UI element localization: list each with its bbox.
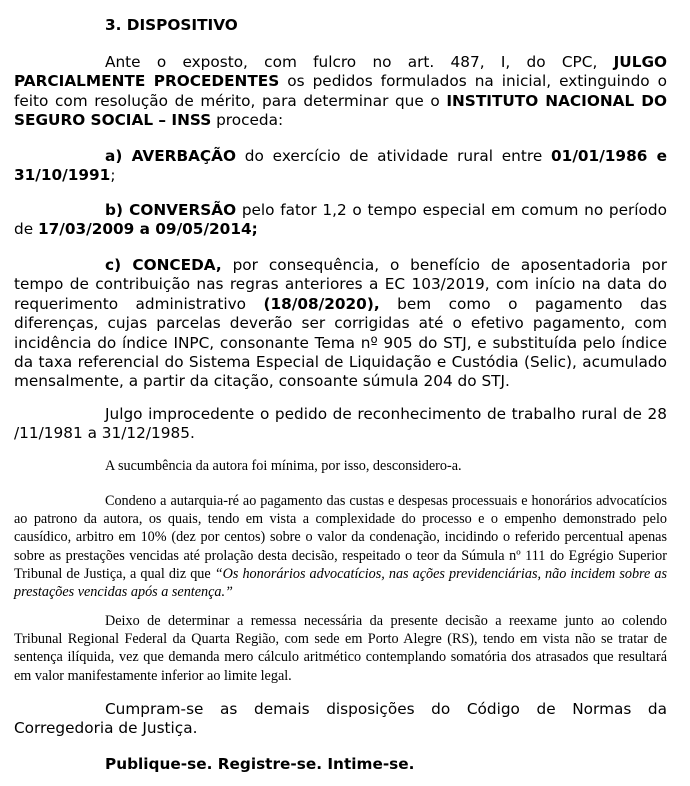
- text-run: pelo fator 1,2 o tempo especial em comum no período de: [14, 201, 667, 239]
- paragraph-remessa: Deixo de determinar a remessa necessária da presente decisão a reexame junto ao colendo Tribunal Regional Federal da Quarta Região, com sede em Porto Alegre (RS), tendo em vista não se tratar de sentença ilíquida, vez que demanda mero cálculo aritmético contemplando somatória dos atrasados que resultará em valor manifestamente inferior ao limite legal.: [14, 613, 667, 684]
- text-run: Ante o exposto, com fulcro no art. 487, I, do CPC,: [105, 53, 614, 71]
- bold-run: a) AVERBAÇÃO: [105, 147, 237, 165]
- text-run: os pedidos formulados na inicial, extinguindo o feito com resolução de mérito, para determinar que o: [14, 72, 667, 110]
- section-title: 3. DISPOSITIVO: [105, 16, 238, 34]
- item-c-conceda: [14, 256, 667, 392]
- paragraph-improcedente: Julgo improcedente o pedido de reconhecimento de trabalho rural de 28 /11/1981 a 31/12/1985.: [14, 405, 667, 443]
- text-run: bem como o pagamento das diferenças, cujas parcelas deverão ser corrigidas até o efetivo pagamento, com incidência do índice INPC, consonante Tema nº 905 do STJ, e substituída pelo índice da taxa referencial do Sistema Especial de Liquidação e Custódia (Selic), acumulado mensalmente, a partir da citação, consoante súmula 204 do STJ.: [14, 294, 668, 391]
- bold-run: 17/03/2009 a 09/05/2014;: [37, 220, 258, 239]
- bold-run: (18/08/2020),: [263, 294, 380, 313]
- bold-run: JULGO PARCIALMENTE PROCEDENTES: [14, 53, 667, 91]
- bold-run: c) CONCEDA,: [105, 256, 222, 274]
- item-a-averbacao: [14, 147, 667, 186]
- item-b-conversao: [14, 201, 667, 240]
- closing-line: Publique-se. Registre-se. Intime-se.: [105, 755, 415, 773]
- text-run: proceda:: [211, 111, 284, 130]
- text-run: ;: [110, 166, 116, 185]
- paragraph-dispositivo: [14, 53, 667, 131]
- text-run: por consequência, o benefício de aposentadoria por tempo de contribuição nas regras anteriores a EC 103/2019, com início na data do requerimento administrativo: [14, 256, 667, 313]
- sumula-quote: “Os honorários advocatícios, nas ações previdenciárias, não incidem sobre as prestações vencidas após a sentença.”: [14, 565, 667, 601]
- paragraph-sucumbencia: A sucumbência da autora foi mínima, por isso, desconsidero-a.: [105, 458, 462, 474]
- bold-run: INSTITUTO NACIONAL DO SEGURO SOCIAL – INSS: [14, 91, 667, 130]
- paragraph-honorarios: [14, 492, 667, 601]
- bold-run: b) CONVERSÃO: [105, 201, 237, 219]
- bold-run: 01/01/1986 e 31/10/1991: [14, 147, 667, 185]
- text-run: do exercício de atividade rural entre: [236, 147, 552, 165]
- text-run: Condeno a autarquia-ré ao pagamento das custas e despesas processuais e honorários advocatícios ao patrono da autora, os quais, tendo em vista a complexidade do processo e o empenho demonstrado pelo causídico, arbitro em 10% (dez por centos) sobre o valor da condenação, incidindo o referido percentual apenas sobre as prestações vencidas até prolação desta decisão, respeitado o teor da Súmula nº 111 do Egrégio Superior Tribunal de Justiça, a qual diz que: [14, 493, 667, 582]
- paragraph-cumpram: Cumpram-se as demais disposições do Código de Normas da Corregedoria de Justiça.: [14, 700, 667, 738]
